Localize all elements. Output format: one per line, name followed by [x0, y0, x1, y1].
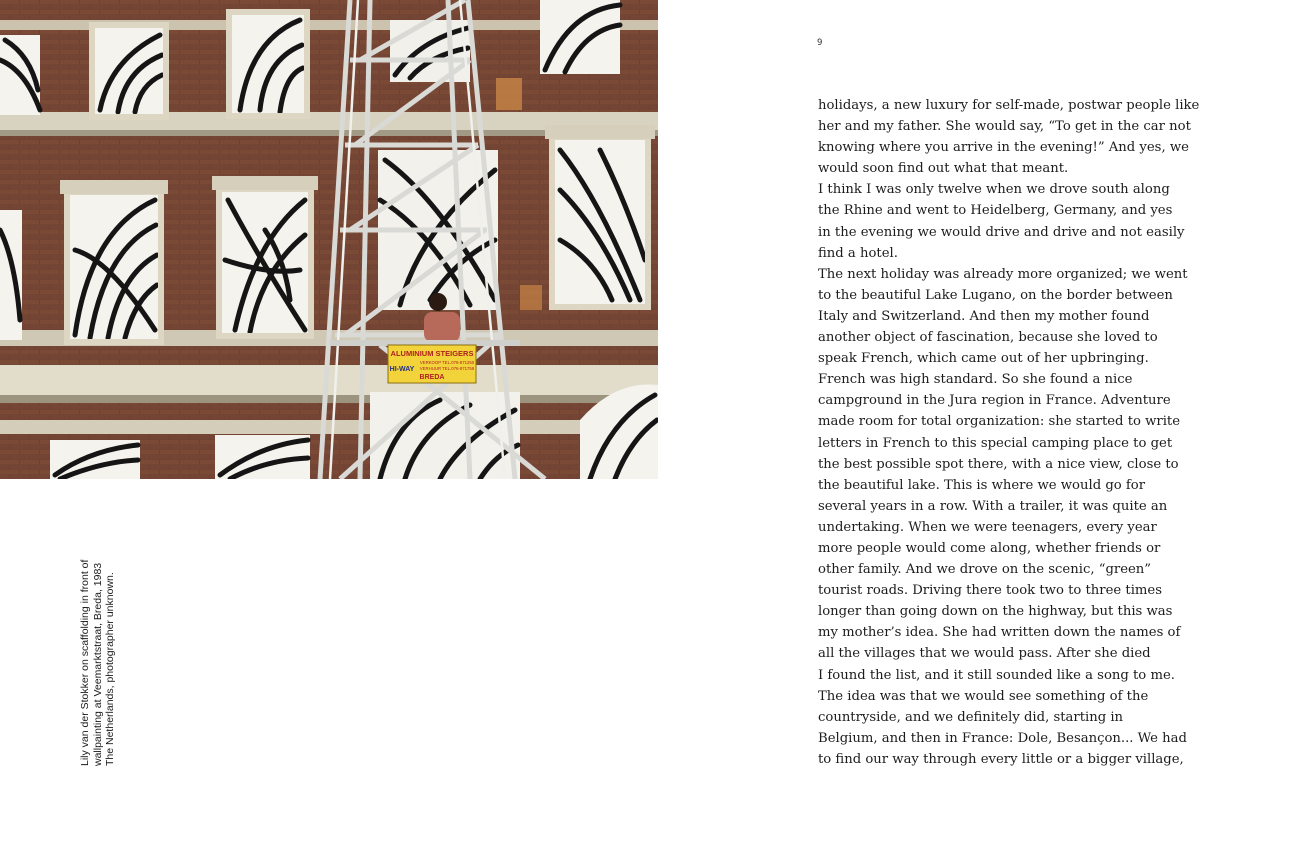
text-line: tourist roads. Driving there took two to three times — [818, 583, 1163, 599]
text-line: The next holiday was already more organized; we went — [818, 266, 1188, 282]
page-number: 9 — [817, 38, 823, 48]
text-line: speak French, which came out of her upbringing. — [818, 351, 1149, 367]
sign-line2: VERKOOP TEL.076-871250 — [419, 360, 475, 365]
text-line: French was high standard. So she found a nice — [818, 372, 1133, 388]
sign-line3: VERHUUR TEL.076-871759 — [419, 366, 475, 371]
text-line: to find our way through every little or a bigger village, — [818, 751, 1184, 767]
text-line: in the evening we would drive and drive and not easily — [818, 224, 1185, 240]
text-line: other family. And we drove on the scenic, “green” — [818, 562, 1152, 578]
text-line: undertaking. When we were teenagers, every year — [818, 519, 1157, 535]
building-photo — [0, 0, 658, 479]
text-line: The idea was that we would see something of the — [818, 688, 1149, 704]
text-line: letters in French to this special camping place to get — [818, 435, 1173, 451]
body-text — [818, 95, 1198, 770]
scaffold-sign — [388, 345, 476, 383]
text-line: the Rhine and went to Heidelberg, Germany, and yes — [818, 203, 1173, 219]
text-line: longer than going down on the highway, but this was — [818, 604, 1173, 620]
text-line: my mother’s idea. She had written down the names of — [818, 625, 1181, 641]
text-line: would soon find out what that meant. — [818, 161, 1069, 177]
text-line: several years in a row. With a trailer, it was quite an — [818, 498, 1168, 514]
text-line: her and my father. She would say, “To get in the car not — [818, 119, 1191, 135]
text-line: more people would come along, whether friends or — [818, 540, 1161, 556]
text-line: knowing where you arrive in the evening!” And yes, we — [818, 140, 1189, 156]
text-line: the best possible spot there, with a nice view, close to — [818, 456, 1179, 472]
caption-line: wallpainting at Veemarktstraat, Breda, 1983 — [91, 562, 104, 766]
text-line: campground in the Jura region in France. Adventure — [818, 393, 1171, 409]
text-line: countryside, and we definitely did, starting in — [818, 709, 1124, 725]
sign-line1: ALUMINIUM STEIGERS — [390, 349, 474, 358]
text-line: Belgium, and then in France: Dole, Besançon... We had — [818, 730, 1187, 746]
text-line: another object of fascination, because she loved to — [818, 330, 1158, 346]
text-line: the beautiful lake. This is where we would go for — [818, 477, 1146, 493]
text-line: Italy and Switzerland. And then my mother found — [818, 308, 1150, 324]
text-line: holidays, a new luxury for self-made, postwar people like — [818, 98, 1200, 113]
text-line: all the villages that we would pass. After she died — [818, 646, 1151, 662]
sign-brand: HI-WAY — [389, 366, 415, 373]
photo-caption — [79, 559, 117, 766]
text-line: I think I was only twelve when we drove south along — [818, 182, 1170, 198]
text-line: to the beautiful Lake Lugano, on the border between — [818, 287, 1173, 303]
sign-line4: BREDA — [419, 374, 445, 381]
caption-line: The Netherlands, photographer unknown. — [104, 572, 116, 766]
text-line: made room for total organization: she started to write — [818, 414, 1181, 430]
caption-line: Lily van der Stokker on scaffolding in front of — [79, 559, 91, 766]
text-line: find a hotel. — [818, 245, 898, 261]
text-line: I found the list, and it still sounded like a song to me. — [818, 667, 1175, 683]
